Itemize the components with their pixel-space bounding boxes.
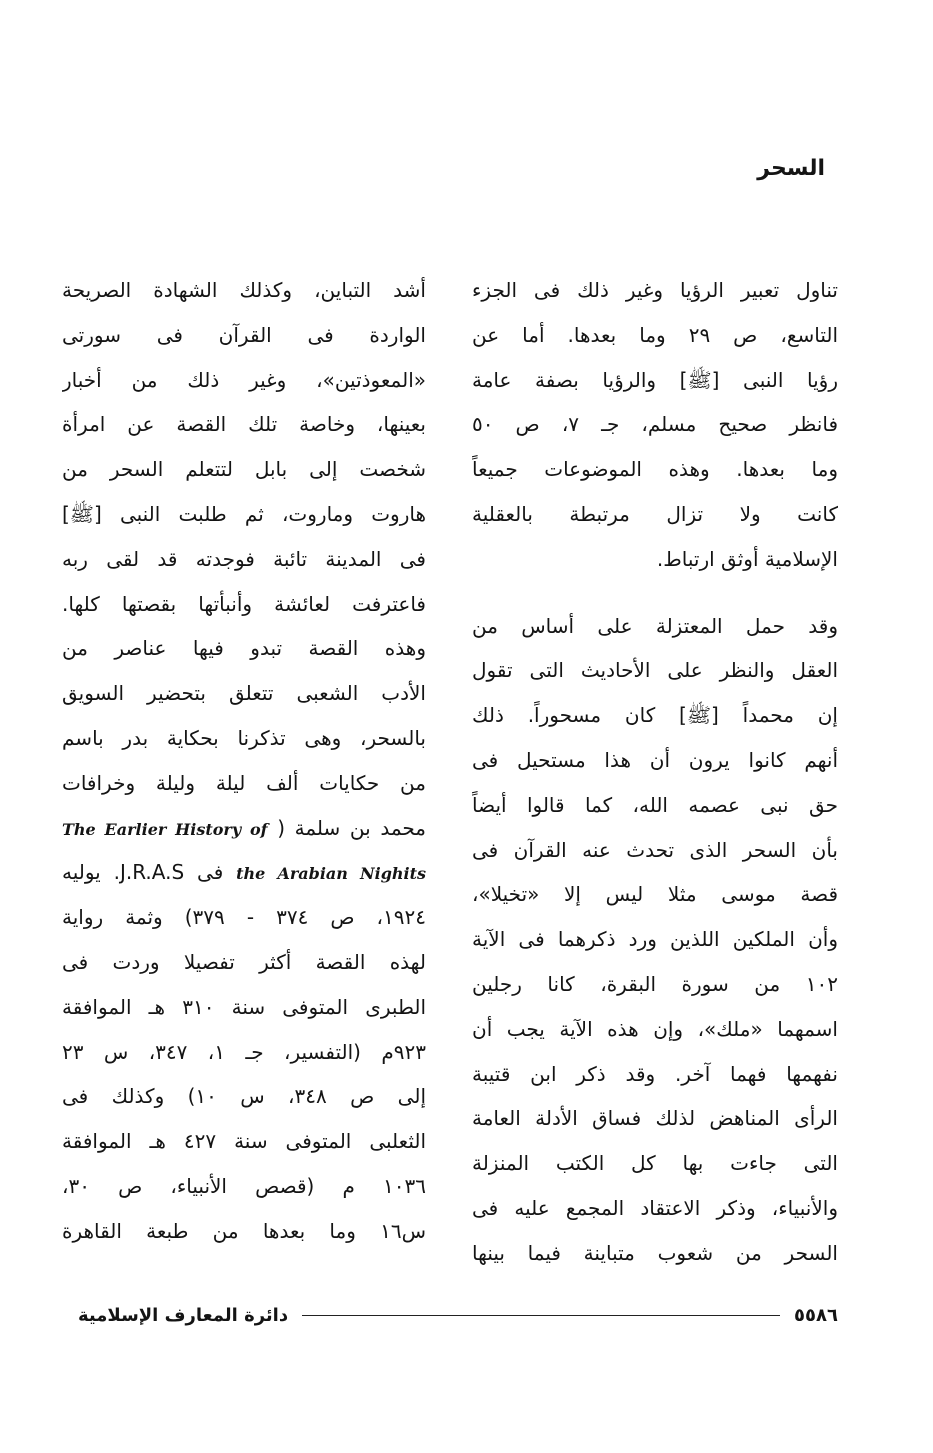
text-line: هاروت وماروت، ثم طلبت النبى [ﷺ] [62,501,426,526]
text-line: شخصت إلى بابل لتتعلم السحر من [62,457,426,482]
text-line: الإسلامية أوثق ارتباط. [656,546,838,571]
text-line: ١٠٢ من سورة البقرة، كانا رجلين [472,971,838,996]
text-line: «المعوذتين»، وغير ذلك من أخبار [62,367,426,392]
text-line: العقل والنظر على الأحاديث التى تقول [472,658,838,683]
text-line: بعينها، وخاصة تلك القصة عن امرأة [62,412,426,437]
text-line: فاعترفت لعائشة وأنبأتها بقصتها كلها. [62,591,426,616]
text-line: وأن الملكين اللذين ورد ذكرهما فى الآية [472,927,838,952]
text-line: أنهم كانوا يرون أن هذا مستحيل فى [472,747,838,772]
english-citation: The Earlier History of [62,819,268,839]
footer-rule [302,1315,780,1316]
text-line: إن محمداً [ﷺ] كان مسحوراً. ذلك [472,703,838,728]
text-run: محمد بن سلمة ( [277,815,426,840]
text-line: س١٦ وما بعدها من طبعة القاهرة [62,1218,426,1243]
text-line: أشد التباين، وكذلك الشهادة الصريحة [62,278,426,302]
text-line: من حكايات ألف ليلة وليلة وخرافات [62,770,426,795]
text-line: التاسع، ص ٢٩ وما بعدها. أما عن [472,322,838,347]
text-line: اسمهما «ملك»، وإن هذه الآية يجب أن [472,1016,838,1041]
text-line: ١٩٢٤، ص ٣٧٤ - ٣٧٩) وثمة رواية [62,905,426,930]
text-line: فانظر صحيح مسلم، جـ ٧، ص ٥٠ [472,412,838,437]
text-line: الثعلبى المتوفى سنة ٤٢٧ هـ الموافقة [62,1129,426,1154]
text-line: الواردة فى القرآن فى سورتى [62,322,426,347]
text-line: حق نبى عصمه الله، كما قالوا أيضاً [472,792,838,817]
text-line-mixed [62,806,426,851]
text-line-mixed [62,850,426,895]
text-line: الأدب الشعبى تتعلق بتحضير السويق [62,681,426,706]
text-line: وهذه القصة تبدو فيها عناصر من [62,636,426,661]
text-line: كانت ولا تزال مرتبطة بالعقلية [472,501,838,526]
text-line: بالسحر، وهى تذكرنا بحكاية بدر باسم [62,725,426,750]
text-line: إلى ص ٣٤٨، س ١٠) وكذلك فى [62,1084,426,1109]
text-run: فى J.R.A.S. يوليه [62,860,224,885]
text-line: لهذه القصة أكثر تفصيلا وردت فى [62,949,426,974]
text-line: رؤيا النبى [ﷺ] والرؤيا بصفة عامة [472,367,838,392]
text-line: السحر من شعوب متباينة فيما بينها [472,1240,838,1265]
text-line: التى جاءت بها كل الكتب المنزلة [472,1151,838,1176]
text-line: ١٠٣٦ م (قصص الأنبياء، ص ٣٠، [62,1173,426,1198]
text-line: فى المدينة تائبة فوجدته قد لقى ربه [62,546,426,571]
running-head: السحر [757,156,825,181]
left-column [62,268,426,1254]
text-line: والأنبياء، وذكر الاعتقاد المجمع عليه فى [472,1195,838,1220]
text-line: بأن السحر الذى تحدث عنه القرآن فى [472,837,838,862]
text-line: قصة موسى مثلا ليس إلا «تخيلا»، [472,882,838,907]
text-line: الطبرى المتوفى سنة ٣١٠ هـ الموافقة [62,994,426,1019]
publication-title: دائرة المعارف الإسلامية [78,1304,289,1326]
page-number: ٥٥٨٦ [794,1304,838,1326]
text-line: وما بعدها. وهذه الموضوعات جميعاً [472,457,838,482]
text-line: الرأى المناهض لذلك فساق الأدلة العامة [472,1106,838,1131]
paragraph-gap [472,582,838,604]
text-line: وقد حمل المعتزلة على أساس من [472,613,838,638]
text-line: ٩٢٣م (التفسير، جـ ١، ٣٤٧، س ٢٣ [62,1039,426,1064]
text-line: تناول تعبير الرؤيا وغير ذلك فى الجزء [472,278,838,302]
english-citation: the Arabian Nighits [236,864,426,884]
text-line: نفهمها فهما آخر. وقد ذكر ابن قتيبة [472,1061,838,1086]
right-column [472,268,838,1276]
page-footer [78,1300,838,1330]
